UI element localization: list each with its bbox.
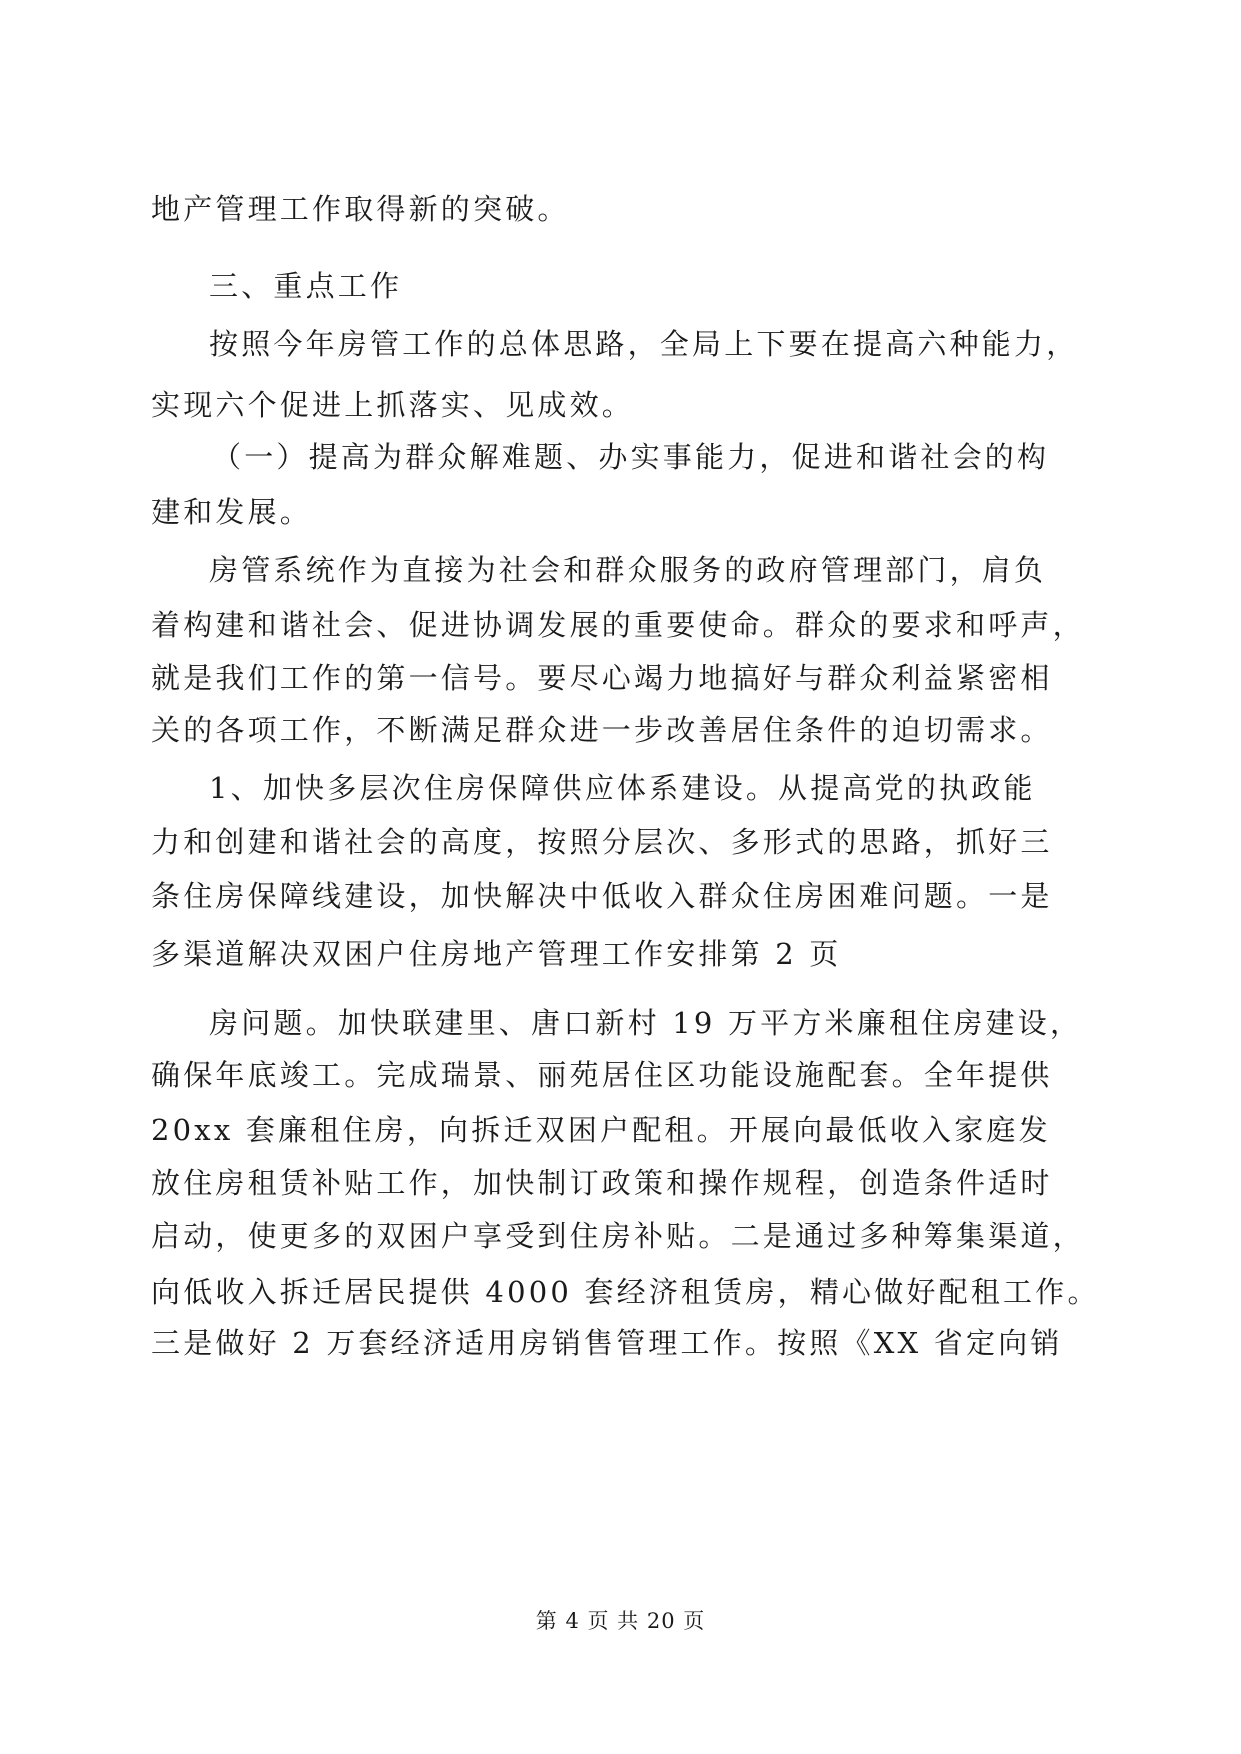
text-line-13: 条住房保障线建设，加快解决中低收入群众住房困难问题。一是 xyxy=(151,879,1053,913)
text-line-19: 启动，使更多的双困户享受到住房补贴。二是通过多种筹集渠道， xyxy=(151,1219,1085,1253)
text-line-10: 关的各项工作，不断满足群众进一步改善居住条件的迫切需求。 xyxy=(151,713,1053,747)
text-line-20: 向低收入拆迁居民提供 4000 套经济租赁房，精心做好配租工作。 xyxy=(151,1275,1100,1309)
text-line-16: 确保年底竣工。完成瑞景、丽苑居住区功能设施配套。全年提供 xyxy=(151,1058,1053,1092)
text-line-21: 三是做好 2 万套经济适用房销售管理工作。按照《XX 省定向销 xyxy=(151,1326,1063,1360)
text-line-12: 力和创建和谐社会的高度，按照分层次、多形式的思路，抓好三 xyxy=(151,825,1053,859)
text-line-3: 按照今年房管工作的总体思路，全局上下要在提高六种能力， xyxy=(209,327,1079,361)
page-number-footer: 第 4 页 共 20 页 xyxy=(535,1609,706,1633)
text-line-1: 地产管理工作取得新的突破。 xyxy=(151,192,570,226)
text-line-11: 1、加快多层次住房保障供应体系建设。从提高党的执政能 xyxy=(209,771,1036,805)
text-line-15: 房问题。加快联建里、唐口新村 19 万平方米廉租住房建设， xyxy=(209,1006,1083,1040)
text-line-8: 着构建和谐社会、促进协调发展的重要使命。群众的要求和呼声， xyxy=(151,608,1085,642)
text-line-17: 20xx 套廉租住房，向拆迁双困户配租。开展向最低收入家庭发 xyxy=(151,1113,1051,1147)
text-line-9: 就是我们工作的第一信号。要尽心竭力地搞好与群众利益紧密相 xyxy=(151,661,1053,695)
text-line-7: 房管系统作为直接为社会和群众服务的政府管理部门，肩负 xyxy=(209,553,1047,587)
subsection-heading: （一）提高为群众解难题、办实事能力，促进和谐社会的构 xyxy=(212,440,1050,474)
text-line-14: 多渠道解决双困户住房地产管理工作安排第 2 页 xyxy=(151,937,842,971)
text-line-18: 放住房租赁补贴工作，加快制订政策和操作规程，创造条件适时 xyxy=(151,1166,1053,1200)
text-line-6: 建和发展。 xyxy=(151,495,313,529)
text-line-4: 实现六个促进上抓落实、见成效。 xyxy=(151,388,635,422)
section-heading: 三、重点工作 xyxy=(209,269,403,303)
